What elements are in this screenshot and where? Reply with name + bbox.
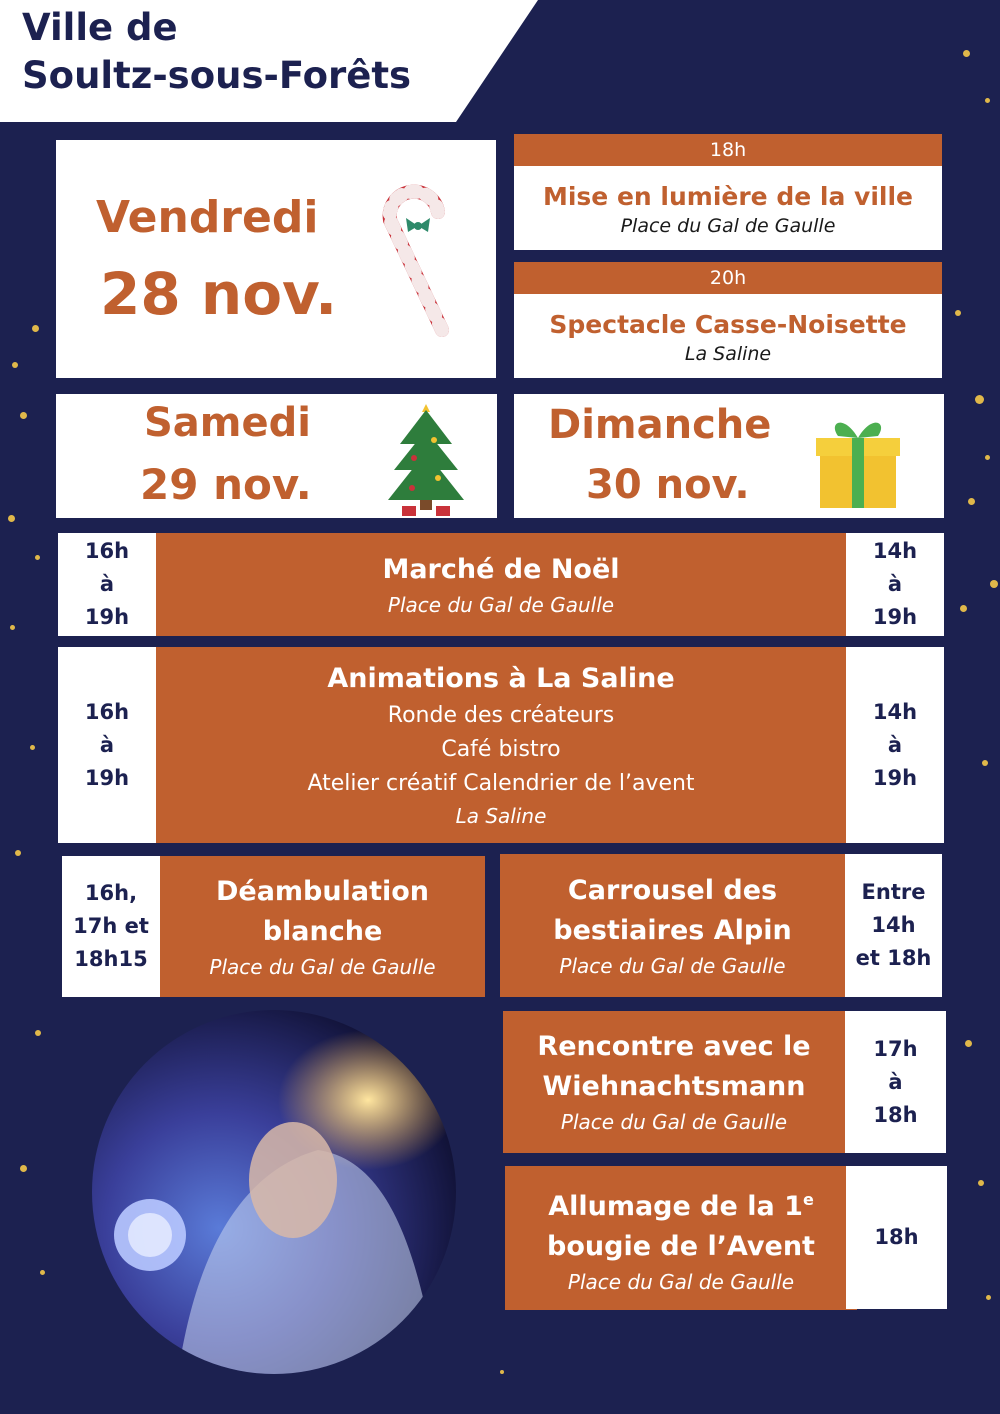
saline-title: Animations à La Saline xyxy=(327,663,675,694)
time-line: et 18h xyxy=(855,946,932,970)
time-line: 19h xyxy=(872,605,918,629)
rencontre-title: Rencontre avec le xyxy=(537,1031,811,1062)
carrousel-event xyxy=(500,854,845,997)
saline-line: Café bistro xyxy=(441,737,561,762)
allumage-time xyxy=(846,1166,947,1309)
friday-event-2-place: La Saline xyxy=(684,343,772,365)
marche-sat-time xyxy=(58,533,156,636)
carrousel-place: Place du Gal de Gaulle xyxy=(559,953,786,978)
page-title-line2: Soultz-sous-Forêts xyxy=(22,54,412,97)
friday-event-1 xyxy=(514,134,942,250)
time-line: 16h, xyxy=(84,881,138,905)
carrousel-time xyxy=(845,854,942,997)
time-line: à xyxy=(887,572,903,596)
time-line: à xyxy=(888,1069,903,1094)
friday-event-2-title: Spectacle Casse-Noisette xyxy=(549,310,907,339)
time-line: Entre xyxy=(861,880,926,904)
sunday-date: 30 nov. xyxy=(586,462,750,508)
performer-photo xyxy=(88,1010,460,1374)
marche-event xyxy=(156,533,846,636)
time-line: 19h xyxy=(84,605,130,629)
allumage-title xyxy=(548,1180,814,1227)
christmas-tree-icon xyxy=(384,396,468,518)
time-line: 18h xyxy=(873,1102,918,1127)
time-line: à xyxy=(887,732,903,757)
marche-sun-time xyxy=(846,533,944,636)
page-title-line1: Ville de xyxy=(22,6,178,49)
friday-event-1-place: Place du Gal de Gaulle xyxy=(620,215,836,237)
time-line: 19h xyxy=(84,765,130,790)
deambulation-time xyxy=(62,856,160,997)
allumage-place: Place du Gal de Gaulle xyxy=(567,1269,795,1294)
friday-event-1-title: Mise en lumière de la ville xyxy=(542,182,914,211)
candy-cane-icon xyxy=(356,180,476,350)
friday-day: Vendredi xyxy=(96,192,319,243)
carrousel-title: bestiaires Alpin xyxy=(553,914,792,946)
time-line: 19h xyxy=(872,765,918,790)
deambulation-event xyxy=(160,856,485,997)
allumage-title-b: bougie de l’Avent xyxy=(547,1230,815,1262)
saturday-card xyxy=(56,394,497,518)
time-line: à xyxy=(99,572,115,596)
saturday-date: 29 nov. xyxy=(140,460,312,509)
saturday-day: Samedi xyxy=(144,400,311,446)
time-line: à xyxy=(99,732,115,757)
deambulation-title: Déambulation xyxy=(215,875,430,907)
saline-place: La Saline xyxy=(455,804,547,828)
allumage-event xyxy=(505,1166,857,1310)
time-line: 18h15 xyxy=(74,947,148,971)
time-line: 14h xyxy=(871,913,916,937)
allumage-title-sup: e xyxy=(802,1189,814,1209)
time-line: 16h xyxy=(84,699,130,724)
saline-sat-time xyxy=(58,647,156,843)
carrousel-title: Carrousel des xyxy=(567,874,778,906)
time-line: 18h xyxy=(874,1225,919,1249)
time-line: 14h xyxy=(872,699,918,724)
time-line: 17h xyxy=(873,1036,918,1061)
deambulation-place: Place du Gal de Gaulle xyxy=(209,954,436,979)
rencontre-event xyxy=(503,1011,845,1153)
sunday-day: Dimanche xyxy=(548,402,772,448)
allumage-title-a: Allumage de la 1 xyxy=(548,1190,803,1222)
friday-card xyxy=(56,140,496,378)
rencontre-time xyxy=(845,1011,946,1153)
time-line: 14h xyxy=(872,539,918,563)
friday-event-2 xyxy=(514,262,942,378)
saline-line: Ronde des créateurs xyxy=(387,703,615,728)
rencontre-title: Wiehnachtsmann xyxy=(542,1071,806,1102)
saline-sun-time xyxy=(846,647,944,843)
friday-date: 28 nov. xyxy=(100,260,338,328)
gift-icon xyxy=(814,410,904,510)
page-title xyxy=(22,4,411,100)
time-line: 16h xyxy=(84,539,130,563)
saline-line: Atelier créatif Calendrier de l’avent xyxy=(307,771,695,796)
friday-event-2-time: 20h xyxy=(514,262,942,294)
saline-event xyxy=(156,647,846,843)
marche-place: Place du Gal de Gaulle xyxy=(387,592,615,617)
deambulation-title: blanche xyxy=(262,915,383,947)
friday-event-1-time: 18h xyxy=(514,134,942,166)
rencontre-place: Place du Gal de Gaulle xyxy=(560,1110,788,1134)
sunday-card xyxy=(514,394,944,518)
marche-title: Marché de Noël xyxy=(382,553,620,585)
time-line: 17h et xyxy=(73,914,149,938)
